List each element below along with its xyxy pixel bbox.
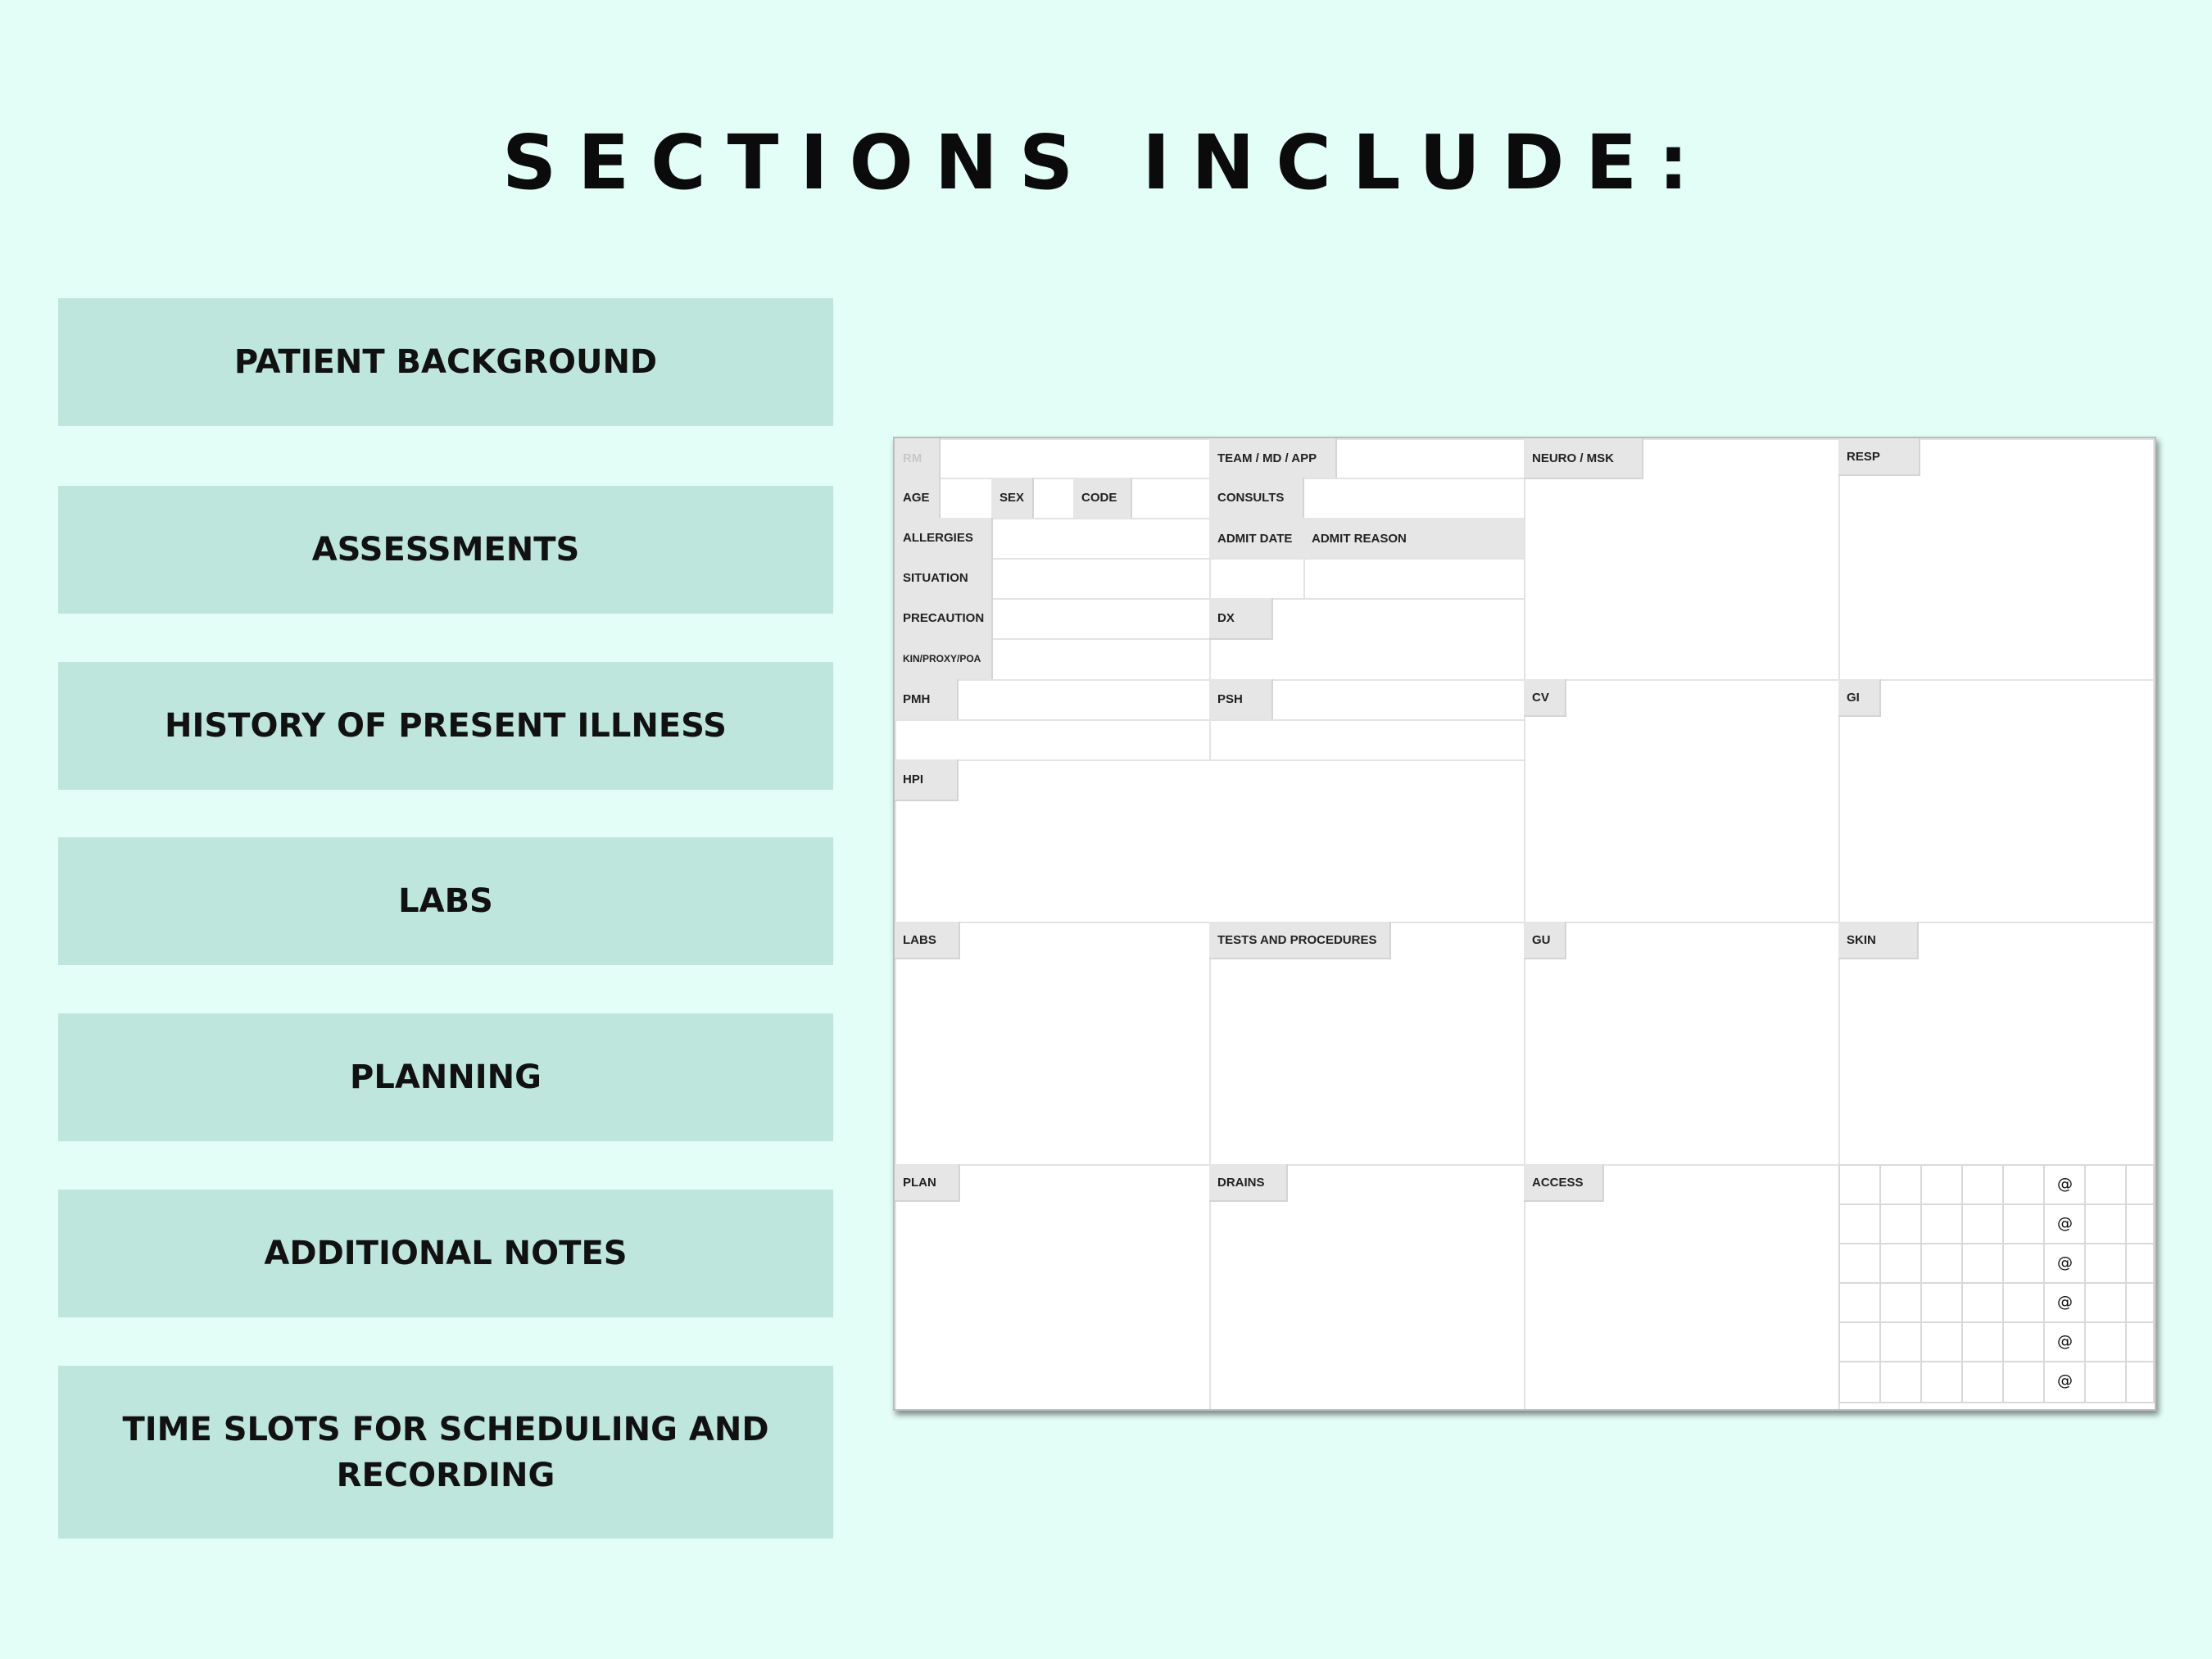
- age-label: AGE: [895, 478, 941, 519]
- age-sex-code-row: [895, 478, 1211, 519]
- hpi-label: HPI: [895, 759, 959, 801]
- admit-date-field: [1209, 558, 1305, 600]
- section-planning: [58, 1013, 833, 1141]
- section-label: HISTORY OF PRESENT ILLNESS: [165, 707, 727, 745]
- section-label: PATIENT BACKGROUND: [233, 343, 658, 381]
- gu-label: GU: [1524, 922, 1566, 959]
- page-title: SECTIONS INCLUDE:: [502, 119, 1710, 206]
- admit-reason-field: [1303, 558, 1525, 600]
- time-slot-grid: [1838, 1164, 2156, 1411]
- resp-label: RESP: [1838, 438, 1920, 476]
- hpi-field: [895, 759, 1525, 923]
- section-additional-notes: [58, 1190, 833, 1317]
- section-label: PLANNING: [350, 1058, 542, 1096]
- report-sheet-preview: [893, 437, 2156, 1411]
- time-slot-marker: @: [2057, 1253, 2073, 1271]
- time-slot-marker: @: [2057, 1293, 2073, 1311]
- plan-label: PLAN: [895, 1164, 960, 1202]
- section-assessments: [58, 486, 833, 614]
- consults-label: CONSULTS: [1209, 478, 1304, 519]
- cv-label: CV: [1524, 679, 1566, 717]
- time-slot-marker: @: [2057, 1175, 2073, 1193]
- access-label: ACCESS: [1524, 1164, 1604, 1202]
- code-label: CODE: [1073, 478, 1132, 519]
- section-time-slots: [58, 1366, 833, 1539]
- rm-label: RM: [895, 438, 941, 479]
- rm-field: [895, 438, 1211, 479]
- section-history-of-present-illness: [58, 662, 833, 790]
- psh-label: PSH: [1209, 679, 1273, 721]
- section-patient-background: [58, 298, 833, 426]
- precaution-label: PRECAUTION: [895, 598, 993, 640]
- drains-label: DRAINS: [1209, 1164, 1288, 1202]
- tests-label: TESTS AND PROCEDURES: [1209, 922, 1391, 959]
- sex-label: SEX: [991, 478, 1034, 519]
- section-label: ASSESSMENTS: [311, 531, 580, 569]
- section-label: LABS: [398, 882, 493, 920]
- kin-label: KIN/PROXY/POA: [895, 638, 993, 681]
- section-labs: [58, 837, 833, 965]
- situation-label: SITUATION: [895, 558, 993, 600]
- pmh-extra-field: [895, 719, 1211, 761]
- admit-date-label: ADMIT DATE: [1209, 518, 1303, 560]
- neuro-label: NEURO / MSK: [1524, 438, 1643, 479]
- time-slot-marker: @: [2057, 1332, 2073, 1350]
- skin-label: SKIN: [1838, 922, 1919, 959]
- section-label: TIME SLOTS FOR SCHEDULING AND RECORDING: [122, 1410, 769, 1494]
- admit-reason-label: ADMIT REASON: [1303, 518, 1525, 560]
- gi-box: [1838, 679, 2155, 923]
- psh-extra-field: [1209, 719, 1525, 761]
- gu-box: [1524, 922, 1840, 1166]
- cv-box: [1524, 679, 1840, 923]
- pmh-label: PMH: [895, 679, 959, 721]
- team-label: TEAM / MD / APP: [1209, 438, 1337, 479]
- dx-label: DX: [1209, 598, 1273, 640]
- gi-label: GI: [1838, 679, 1881, 717]
- allergies-label: ALLERGIES: [895, 518, 993, 560]
- labs-label: LABS: [895, 922, 960, 959]
- section-label: ADDITIONAL NOTES: [264, 1235, 628, 1272]
- time-slot-marker: @: [2057, 1214, 2073, 1232]
- time-slot-marker: @: [2057, 1371, 2073, 1389]
